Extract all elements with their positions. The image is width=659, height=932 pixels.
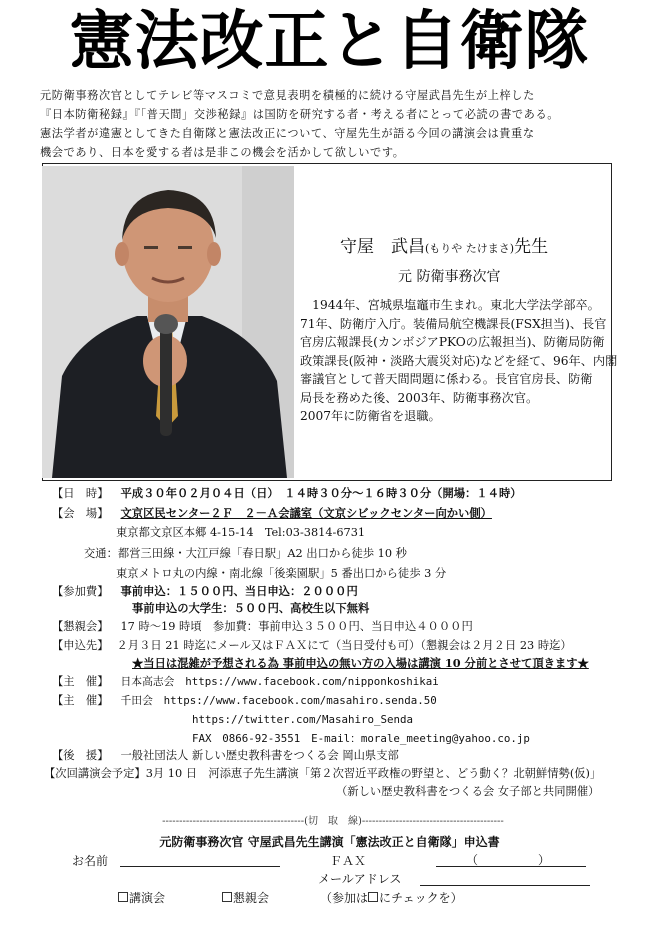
fee-value-1: 事前申込：１５００円、当日申込：２０００円 — [120, 584, 358, 598]
checkbox-lecture[interactable] — [118, 889, 165, 906]
next-lecture-note: （新しい歴史教科書をつくる会 女子部と共同開催） — [336, 785, 600, 798]
next-lecture-label: 【次回講演会予定】 — [44, 767, 146, 780]
intro-line: 元防衛事務次官としてテレビ等マスコミで意見表明を積極的に続ける守屋武昌先生が上梓した — [40, 89, 535, 102]
datetime-value: 平成３０年０２月０４日（日） １４時３０分～１６時３０分（開場：１４時） — [120, 486, 522, 500]
support-label: 【後 援】 — [52, 749, 109, 762]
speaker-name: 守屋 武昌 — [340, 237, 425, 257]
fee-row — [52, 583, 358, 600]
speaker-role: 元 防衛事務次官 — [398, 269, 501, 285]
checkbox-party[interactable] — [222, 889, 269, 906]
access-line-2: 東京メトロ丸の内線・南北線「後楽園駅」5 番出口から徒歩 3 分 — [116, 567, 447, 580]
speaker-photo-illustration — [42, 166, 294, 478]
fax-paren-open: （ — [466, 853, 479, 867]
host-label-1: 【主 催】 — [52, 675, 109, 688]
name-label: お名前 — [72, 854, 109, 868]
speaker-name-line — [340, 232, 548, 257]
host-label-2: 【主 催】 — [52, 694, 109, 707]
venue-label: 【会 場】 — [52, 507, 109, 520]
apply-row — [52, 637, 572, 654]
checkbox-lecture-label: 講演会 — [129, 891, 166, 905]
intro-line: 機会であり、日本を愛する者は是非この機会を活かして欲しいです。 — [40, 146, 405, 159]
host-contact: FAX 0866-92-3551 E-mail：morale_meeting@yahoo.co.jp — [192, 732, 530, 745]
fax-paren-close: ） — [538, 853, 551, 867]
fee-label: 【参加費】 — [52, 585, 109, 598]
speaker-honorific: 先生 — [514, 237, 549, 257]
checkbox-note — [320, 889, 463, 906]
bio-line: 官房広報課長(カンボジアPKOの広報担当)、防衛局防衛 — [300, 335, 605, 349]
speaker-photo — [42, 166, 294, 478]
access-line-1: 交通：都営三田線・大江戸線「春日駅」A2 出口から徒歩 10 秒 — [84, 547, 407, 560]
checkbox-note-box — [368, 892, 378, 902]
cut-line: ------------------------------------------(切 取 線)------------------------------------------ — [162, 816, 504, 827]
party-value: 17 時～19 時頃 参加費：事前申込３５００円、当日申込４０００円 — [120, 620, 473, 633]
fax-label: ＦＡＸ — [330, 854, 367, 868]
fax-field[interactable] — [436, 866, 586, 867]
speaker-reading: (もりや たけまさ) — [425, 242, 515, 255]
venue-address: 東京都文京区本郷 4-15-14 Tel:03-3814-6731 — [116, 526, 366, 539]
party-row — [52, 618, 473, 635]
host-value-1: 日本高志会 https://www.facebook.com/nipponkoshikai — [120, 675, 439, 688]
venue-value: 文京区民センター２Ｆ ２－Ａ会議室（文京シビックセンター向かい側） — [120, 506, 492, 520]
bio-line: 71年、防衛庁入庁。装備局航空機課長(FSX担当)、長官 — [300, 316, 607, 331]
email-field[interactable] — [420, 885, 590, 886]
apply-value: ２月３日 21 時迄にメール又はＦＡＸにて（当日受付も可）（懇親会は２月２日 23 時迄） — [116, 639, 572, 652]
checkbox-party-box[interactable] — [222, 892, 232, 902]
host-row-1 — [52, 673, 439, 690]
intro-line: 『日本防衛秘録』『「普天間」交渉秘録』は国防を研究する者・考える者にとって必読の書である。 — [40, 108, 560, 121]
checkbox-party-label: 懇親会 — [233, 891, 270, 905]
party-label: 【懇親会】 — [52, 620, 109, 633]
bio-line: 局長を務めた後、2003年、防衛事務次官。 — [300, 390, 539, 405]
datetime-row — [52, 485, 522, 502]
intro-paragraph — [40, 86, 630, 162]
venue-row — [52, 505, 492, 522]
email-label: メールアドレス — [318, 872, 402, 886]
next-lecture-row — [44, 765, 601, 782]
intro-line: 憲法学者が違憲としてきた自衛隊と憲法改正について、守屋先生が語る今回の講演会は貴重な — [40, 127, 535, 140]
bio-line: 政策課長(阪神・淡路大震災対応)などを経て、96年、内閣 — [300, 353, 618, 368]
checkbox-note-post: にチェックを） — [379, 891, 463, 905]
fee-value-2: 事前申込の大学生：５００円、高校生以下無料 — [132, 601, 370, 615]
next-lecture-value: 3月 10 日 河添恵子先生講演「第２次習近平政権の野望と、どう動く？北朝鮮情勢(仮)」 — [145, 767, 602, 780]
host-value-2: 千田会 https://www.facebook.com/masahiro.senda.50 — [120, 694, 437, 707]
apply-label: 【申込先】 — [52, 639, 109, 652]
bio-line: 審議官として普天間問題に係わる。長官官房長、防衛 — [300, 372, 593, 386]
name-field[interactable] — [120, 866, 280, 867]
form-title: 元防衛事務次官 守屋武昌先生講演「憲法改正と自衛隊」申込書 — [159, 835, 500, 849]
checkbox-note-pre: （参加は — [320, 891, 369, 905]
bio-line: 1944年、宮城県塩竈市生まれ。東北大学法学部卒。 — [300, 298, 600, 312]
page-title: 憲法改正と自衛隊 — [69, 5, 590, 79]
support-value: 一般社団法人 新しい歴史教科書をつくる会 岡山県支部 — [120, 749, 399, 762]
checkbox-lecture-box[interactable] — [118, 892, 128, 902]
support-row — [52, 747, 399, 764]
speaker-bio — [300, 296, 618, 426]
bio-line: 2007年に防衛省を退職。 — [300, 409, 441, 423]
datetime-label: 【日 時】 — [52, 487, 109, 500]
entry-notice: ★当日は混雑が予想される為 事前申込の無い方の入場は講演 10 分前とさせて頂きます★ — [132, 656, 589, 670]
host-row-2 — [52, 692, 437, 709]
host-twitter: https://twitter.com/Masahiro_Senda — [192, 713, 414, 726]
